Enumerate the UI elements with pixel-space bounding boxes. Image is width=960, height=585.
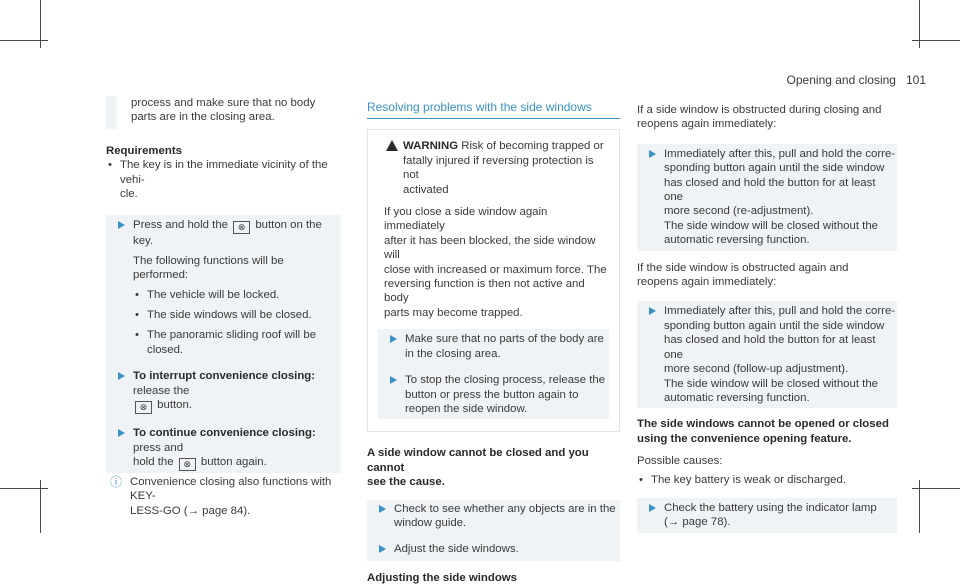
warning-icon [386, 140, 398, 151]
bullet-icon: • [135, 309, 139, 322]
section-title: Opening and closing [786, 73, 896, 87]
right-column [637, 103, 897, 533]
text-line [133, 369, 341, 398]
text-line [133, 426, 341, 455]
text-line: in the closing area. [405, 347, 501, 360]
problem-step [367, 542, 620, 556]
requirement-item [106, 158, 341, 201]
step-arrow-icon [649, 150, 656, 158]
text-line: automatic reversing function. [664, 234, 810, 247]
text-line: The side windows will be closed. [147, 309, 312, 322]
text-fragment: button on the key. [133, 219, 322, 248]
warning-step [378, 332, 609, 361]
function-item [133, 328, 341, 357]
intro-again [637, 261, 897, 290]
convenience-heading [637, 417, 897, 446]
battery-step [637, 501, 897, 530]
text-line: Convenience closing also functions with KEY- [130, 475, 332, 503]
text-line: The key is in the immediate vicinity of the vehi- [120, 159, 328, 186]
text-line: reopens again immediately: [637, 118, 777, 131]
problem-step [367, 502, 620, 531]
warning-body [384, 205, 609, 320]
text-fragment: button. [157, 399, 193, 412]
text-line: The following functions will be performed: [133, 254, 284, 282]
text-fragment: press and [133, 441, 184, 454]
text-line: LESS-GO (→ page 84). [130, 504, 251, 517]
text-line [133, 218, 341, 248]
text-line [133, 455, 341, 471]
function-item [133, 288, 341, 302]
text-fragment: To continue convenience closing: [133, 427, 316, 440]
text-line: The side window will be closed without the [664, 377, 879, 390]
crop-mark [912, 40, 960, 41]
warning-label: WARNING [403, 140, 459, 153]
text-line [403, 139, 609, 153]
crop-mark [912, 488, 960, 489]
middle-column [367, 100, 620, 585]
text-line: Immediately after this, pull and hold the corre- [664, 147, 896, 160]
problem-steps [367, 500, 620, 561]
text-line: more second (follow-up adjustment). [664, 363, 849, 376]
text-line: process and make sure that no body [131, 97, 316, 109]
page-number: 101 [905, 73, 926, 87]
crop-mark [0, 40, 48, 41]
step-press-hold [106, 215, 341, 357]
text-line: has closed and hold the button for at least one [664, 176, 876, 204]
warning-heading [384, 139, 609, 197]
text-line: reopen the side window. [405, 402, 528, 415]
text-line: (→ page 78). [664, 516, 731, 529]
followup-step-block [637, 301, 897, 408]
text-line: fatally injured if reversing protection is not [403, 154, 594, 182]
step-arrow-icon [118, 221, 125, 229]
text-line: Make sure that no parts of the body are [405, 333, 604, 346]
followup-step [637, 304, 897, 405]
running-header [787, 73, 926, 87]
text-fragment: button again. [200, 455, 267, 468]
readjust-step [637, 147, 897, 248]
function-item [133, 308, 341, 322]
text-line: The key battery is weak or discharged. [651, 473, 846, 486]
text-line: sponding button again until the side window [664, 319, 885, 332]
text-line: The side window will be closed without the [664, 219, 879, 232]
step-arrow-icon [379, 545, 386, 553]
step-arrow-icon [649, 504, 656, 512]
text-line: using the convenience opening feature. [637, 432, 852, 445]
bullet-icon: • [108, 159, 112, 172]
left-column [106, 96, 341, 518]
step-arrow-icon [390, 335, 397, 343]
bullet-icon: • [639, 473, 643, 486]
text-line: A side window cannot be closed and you cannot [367, 447, 589, 474]
lock-key-icon: ⊗ [179, 458, 196, 471]
text-line: cle. [120, 188, 138, 201]
text-fragment: hold the [133, 455, 174, 468]
causes-label: Possible causes: [637, 455, 723, 468]
text-line: parts may become trapped. [384, 306, 523, 319]
text-line: more second (re-adjustment). [664, 205, 814, 218]
text-fragment: release the [133, 384, 190, 397]
text-fragment: To interrupt convenience closing: [133, 370, 316, 383]
requirements-heading: Requirements [106, 144, 182, 157]
text-line: reopens again immediately: [637, 276, 777, 289]
problem-heading [367, 446, 620, 489]
step-continue [106, 426, 341, 471]
text-line: activated [403, 183, 449, 196]
section-heading: Resolving problems with the side windows [367, 100, 620, 119]
step-arrow-icon [390, 376, 397, 384]
text-line: after it has been blocked, the side window will [384, 234, 596, 262]
text-line: automatic reversing function. [664, 391, 810, 404]
text-line: If you close a side window again immediately [384, 206, 548, 233]
text-line: To stop the closing process, release the [405, 374, 606, 387]
text-line: Check the battery using the indicator lamp [664, 501, 877, 514]
lock-key-icon: ⊗ [233, 221, 250, 234]
text-fragment: Risk of becoming trapped or [461, 140, 604, 153]
warning-box [367, 129, 620, 432]
steps-block [106, 215, 341, 472]
text-line: If a side window is obstructed during closing and [637, 104, 882, 116]
text-line: close with increased or maximum force. The [384, 263, 607, 276]
text-line: The side windows cannot be opened or closed [637, 418, 889, 431]
bullet-icon: • [135, 329, 139, 342]
subsection-heading: Adjusting the side windows [367, 571, 517, 584]
step-arrow-icon [118, 372, 125, 380]
step-arrow-icon [118, 429, 125, 437]
text-line: The panoramic sliding roof will be closed. [147, 329, 317, 356]
text-line: The vehicle will be locked. [147, 288, 280, 301]
step-interrupt [106, 369, 341, 414]
text-line: sponding button again until the side window [664, 162, 885, 175]
text-fragment: Press and hold the [133, 219, 228, 232]
text-line: window guide. [394, 516, 467, 529]
warning-steps [378, 329, 609, 419]
warning-step [378, 373, 609, 416]
text-line: button or press the button again to [405, 388, 579, 401]
readjust-step-block [637, 144, 897, 251]
text-line: Adjust the side windows. [394, 543, 519, 556]
text-line: Immediately after this, pull and hold the corre- [664, 305, 896, 318]
text-line: see the cause. [367, 476, 445, 489]
text-line: If the side window is obstructed again and [637, 261, 849, 274]
crop-mark [0, 488, 48, 489]
continued-step [106, 96, 341, 129]
bullet-icon: • [135, 288, 139, 301]
info-icon: ⓘ [110, 474, 123, 489]
lock-key-icon: ⊗ [135, 401, 152, 414]
text-line: reversing function is then not active and body [384, 278, 585, 305]
battery-step-block [637, 498, 897, 533]
step-arrow-icon [649, 307, 656, 315]
step-arrow-icon [379, 505, 386, 513]
text-line [133, 398, 341, 414]
text-line: Check to see whether any objects are in the [394, 502, 616, 515]
cause-item [637, 473, 897, 487]
info-note [106, 475, 341, 518]
text-line: parts are in the closing area. [131, 111, 275, 124]
text-line: has closed and hold the button for at least one [664, 334, 876, 361]
